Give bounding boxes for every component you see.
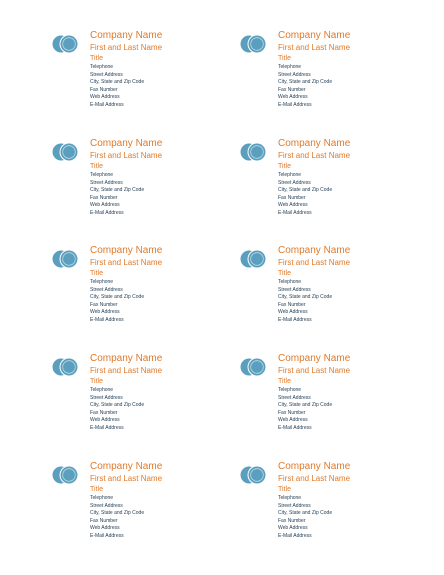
- logo-circles-icon: [52, 249, 80, 269]
- business-card[interactable]: [52, 245, 222, 349]
- company-name: Company Name: [278, 353, 351, 364]
- contact-details: [90, 279, 230, 325]
- person-name: First and Last Name: [278, 258, 351, 267]
- logo-circles-icon: [240, 357, 268, 377]
- fax-number: Fax Number: [90, 409, 118, 416]
- telephone: Telephone: [278, 279, 302, 285]
- business-card[interactable]: [52, 30, 222, 134]
- job-title: Title: [278, 55, 291, 62]
- web-address: Web Address: [90, 525, 120, 532]
- job-title: Title: [90, 270, 103, 277]
- fax-number: Fax Number: [90, 86, 118, 93]
- email-address: E-Mail Address: [278, 316, 312, 323]
- contact-details: [90, 172, 230, 218]
- email-address: E-Mail Address: [278, 532, 312, 539]
- telephone: Telephone: [90, 387, 114, 393]
- contact-details: [90, 64, 230, 110]
- logo-circles-icon: [240, 249, 268, 269]
- telephone: Telephone: [278, 387, 302, 393]
- email-address: E-Mail Address: [278, 424, 312, 431]
- email-address: E-Mail Address: [90, 316, 124, 323]
- fax-number: Fax Number: [90, 194, 118, 201]
- job-title: Title: [278, 270, 291, 277]
- person-name: First and Last Name: [278, 366, 351, 375]
- street-address: Street Address: [90, 502, 123, 509]
- person-name: First and Last Name: [90, 474, 163, 483]
- company-name: Company Name: [278, 461, 351, 472]
- web-address: Web Address: [90, 417, 120, 424]
- logo-circles-icon: [52, 142, 80, 162]
- business-card[interactable]: [52, 353, 222, 457]
- logo-circles-icon: [52, 465, 80, 485]
- job-title: Title: [90, 378, 103, 385]
- city-state-zip: City, State and Zip Code: [278, 187, 333, 194]
- street-address: Street Address: [278, 179, 311, 186]
- business-card[interactable]: [240, 461, 410, 565]
- company-name: Company Name: [90, 30, 163, 41]
- telephone: Telephone: [90, 64, 114, 70]
- job-title: Title: [278, 163, 291, 170]
- web-address: Web Address: [278, 94, 308, 101]
- web-address: Web Address: [278, 525, 308, 532]
- city-state-zip: City, State and Zip Code: [278, 510, 333, 517]
- card-info: [90, 30, 230, 110]
- card-info: [278, 30, 418, 110]
- company-name: Company Name: [278, 245, 351, 256]
- business-card[interactable]: [52, 461, 222, 565]
- contact-details: [278, 64, 418, 110]
- company-name: Company Name: [90, 245, 163, 256]
- fax-number: Fax Number: [278, 409, 306, 416]
- logo-circles-icon: [52, 34, 80, 54]
- company-name: Company Name: [278, 30, 351, 41]
- job-title: Title: [90, 163, 103, 170]
- street-address: Street Address: [278, 502, 311, 509]
- street-address: Street Address: [90, 71, 123, 78]
- web-address: Web Address: [90, 309, 120, 316]
- business-card[interactable]: [240, 245, 410, 349]
- street-address: Street Address: [278, 286, 311, 293]
- telephone: Telephone: [90, 279, 114, 285]
- fax-number: Fax Number: [278, 517, 306, 524]
- city-state-zip: City, State and Zip Code: [90, 510, 145, 517]
- email-address: E-Mail Address: [90, 532, 124, 539]
- telephone: Telephone: [278, 64, 302, 70]
- fax-number: Fax Number: [278, 194, 306, 201]
- contact-details: [278, 279, 418, 325]
- telephone: Telephone: [90, 172, 114, 178]
- fax-number: Fax Number: [90, 517, 118, 524]
- company-name: Company Name: [90, 138, 163, 149]
- logo-circles-icon: [240, 34, 268, 54]
- company-name: Company Name: [90, 353, 163, 364]
- email-address: E-Mail Address: [90, 424, 124, 431]
- street-address: Street Address: [90, 286, 123, 293]
- fax-number: Fax Number: [278, 301, 306, 308]
- telephone: Telephone: [278, 172, 302, 178]
- card-info: [278, 245, 418, 325]
- person-name: First and Last Name: [90, 43, 163, 52]
- street-address: Street Address: [278, 394, 311, 401]
- city-state-zip: City, State and Zip Code: [90, 79, 145, 86]
- person-name: First and Last Name: [90, 151, 163, 160]
- card-info: [90, 245, 230, 325]
- fax-number: Fax Number: [90, 301, 118, 308]
- contact-details: [278, 172, 418, 218]
- logo-circles-icon: [240, 142, 268, 162]
- contact-details: [90, 387, 230, 433]
- person-name: First and Last Name: [90, 366, 163, 375]
- contact-details: [90, 495, 230, 541]
- city-state-zip: City, State and Zip Code: [90, 294, 145, 301]
- job-title: Title: [90, 55, 103, 62]
- person-name: First and Last Name: [90, 258, 163, 267]
- job-title: Title: [90, 486, 103, 493]
- telephone: Telephone: [90, 495, 114, 501]
- city-state-zip: City, State and Zip Code: [90, 187, 145, 194]
- card-info: [90, 138, 230, 218]
- email-address: E-Mail Address: [90, 101, 124, 108]
- card-info: [278, 353, 418, 433]
- web-address: Web Address: [90, 202, 120, 209]
- person-name: First and Last Name: [278, 43, 351, 52]
- business-card[interactable]: [240, 138, 410, 242]
- city-state-zip: City, State and Zip Code: [278, 79, 333, 86]
- logo-circles-icon: [52, 357, 80, 377]
- telephone: Telephone: [278, 495, 302, 501]
- street-address: Street Address: [90, 394, 123, 401]
- city-state-zip: City, State and Zip Code: [90, 402, 145, 409]
- street-address: Street Address: [90, 179, 123, 186]
- contact-details: [278, 387, 418, 433]
- street-address: Street Address: [278, 71, 311, 78]
- web-address: Web Address: [278, 202, 308, 209]
- card-info: [90, 353, 230, 433]
- business-card[interactable]: [240, 353, 410, 457]
- city-state-zip: City, State and Zip Code: [278, 402, 333, 409]
- email-address: E-Mail Address: [278, 101, 312, 108]
- contact-details: [278, 495, 418, 541]
- card-info: [90, 461, 230, 541]
- logo-circles-icon: [240, 465, 268, 485]
- web-address: Web Address: [278, 309, 308, 316]
- business-card[interactable]: [240, 30, 410, 134]
- card-info: [278, 138, 418, 218]
- email-address: E-Mail Address: [278, 209, 312, 216]
- fax-number: Fax Number: [278, 86, 306, 93]
- person-name: First and Last Name: [278, 474, 351, 483]
- web-address: Web Address: [90, 94, 120, 101]
- company-name: Company Name: [90, 461, 163, 472]
- web-address: Web Address: [278, 417, 308, 424]
- job-title: Title: [278, 378, 291, 385]
- job-title: Title: [278, 486, 291, 493]
- city-state-zip: City, State and Zip Code: [278, 294, 333, 301]
- email-address: E-Mail Address: [90, 209, 124, 216]
- business-card[interactable]: [52, 138, 222, 242]
- card-info: [278, 461, 418, 541]
- company-name: Company Name: [278, 138, 351, 149]
- person-name: First and Last Name: [278, 151, 351, 160]
